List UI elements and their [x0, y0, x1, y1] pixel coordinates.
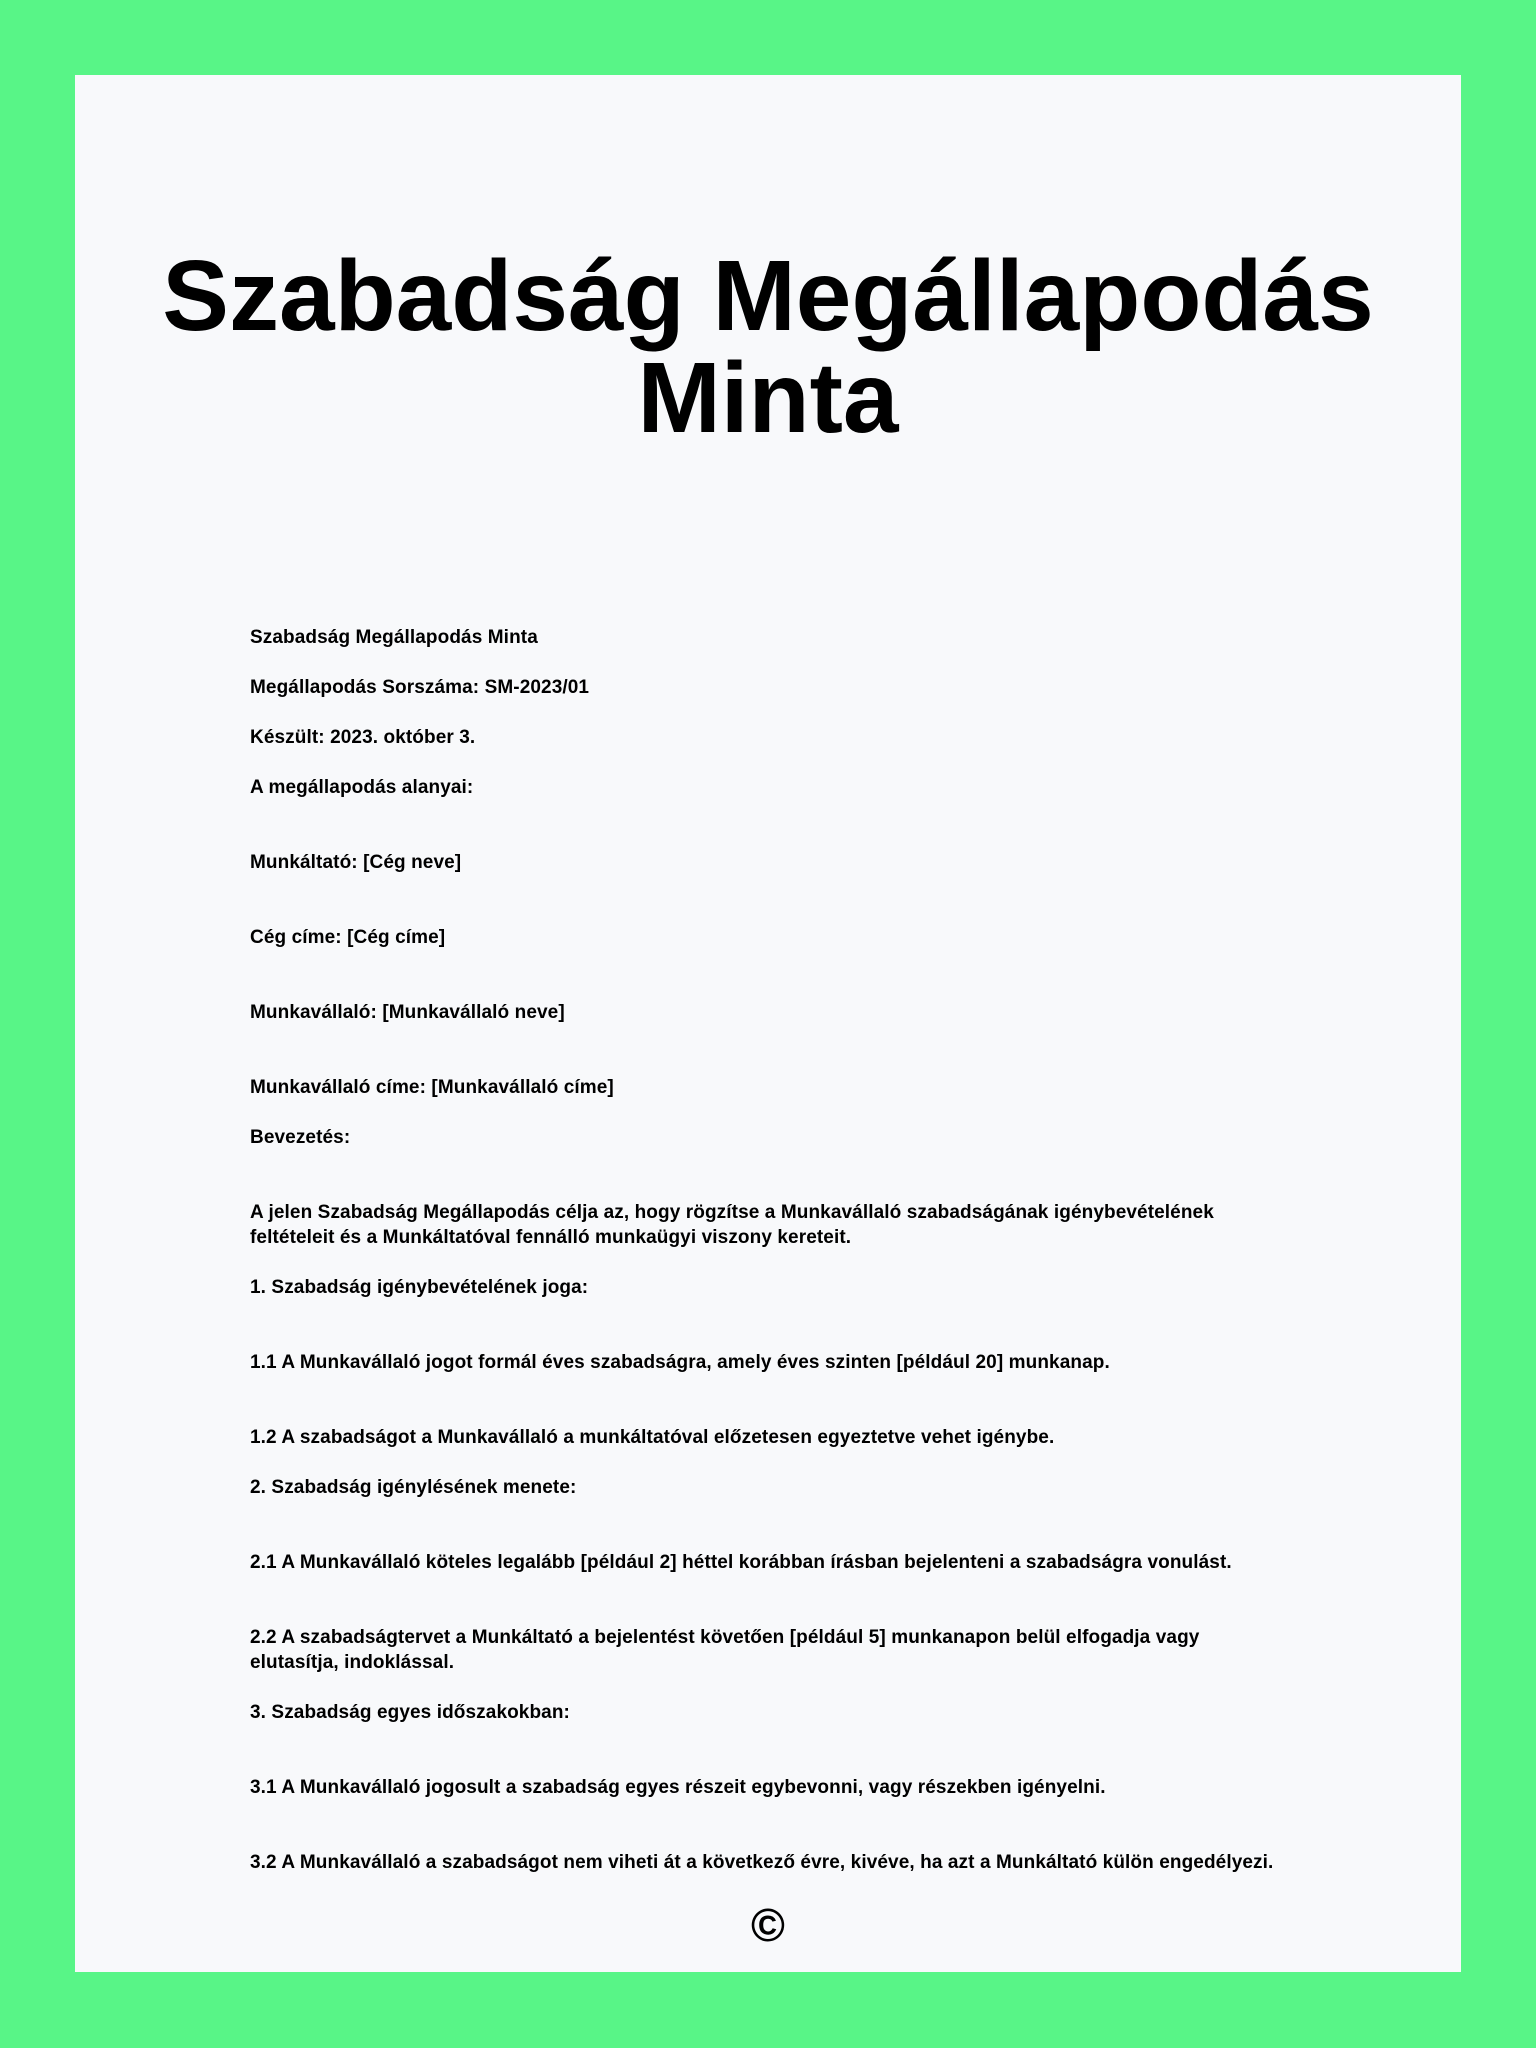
- clause-1-2: 1.2 A szabadságot a Munkavállaló a munkáltatóval előzetesen egyeztetve vehet igénybe.: [250, 1427, 1055, 1448]
- party-employee-address: Munkavállaló címe: [Munkavállaló címe]: [250, 1077, 614, 1098]
- section-heading-parties: A megállapodás alanyai:: [250, 777, 474, 798]
- copyright-icon: ©: [751, 1899, 785, 1951]
- clause-2-1: 2.1 A Munkavállaló köteles legalább [például 2] héttel korábban írásban bejelenteni a szabadságra vonulást.: [250, 1552, 1232, 1573]
- introduction-paragraph: A jelen Szabadság Megállapodás célja az, hogy rögzítse a Munkavállaló szabadságának igénybevételének feltételeit és a Munkáltatóval fennálló munkaügyi viszony kereteit.: [250, 1202, 1214, 1248]
- clause-1-1: 1.1 A Munkavállaló jogot formál éves szabadságra, amely éves szinten [például 20] munkanap.: [250, 1352, 1110, 1373]
- document-page: [75, 75, 1461, 1972]
- party-employer-address: Cég címe: [Cég címe]: [250, 927, 446, 948]
- clause-3-1: 3.1 A Munkavállaló jogosult a szabadság egyes részeit egybevonni, vagy részekben igényelni.: [250, 1777, 1106, 1798]
- clause-3-2: 3.2 A Munkavállaló a szabadságot nem viheti át a következő évre, kivéve, ha azt a Munkáltató külön engedélyezi.: [250, 1852, 1274, 1873]
- clause-2-2: 2.2 A szabadságtervet a Munkáltató a bejelentést követően [például 5] munkanapon belül elfogadja vagy elutasítja, indoklással.: [250, 1627, 1200, 1673]
- section-heading-1: 1. Szabadság igénybevételének joga:: [250, 1277, 589, 1298]
- body-line-title-repeat: Szabadság Megállapodás Minta: [250, 627, 538, 648]
- party-employee: Munkavállaló: [Munkavállaló neve]: [250, 1002, 565, 1023]
- body-line-date: Készült: 2023. október 3.: [250, 727, 476, 748]
- section-heading-introduction: Bevezetés:: [250, 1127, 351, 1148]
- section-heading-2: 2. Szabadság igénylésének menete:: [250, 1477, 577, 1498]
- body-line-serial-number: Megállapodás Sorszáma: SM-2023/01: [250, 677, 590, 698]
- section-heading-3: 3. Szabadság egyes időszakokban:: [250, 1702, 570, 1723]
- party-employer: Munkáltató: [Cég neve]: [250, 852, 462, 873]
- document-title: Szabadság Megállapodás Minta: [162, 240, 1374, 454]
